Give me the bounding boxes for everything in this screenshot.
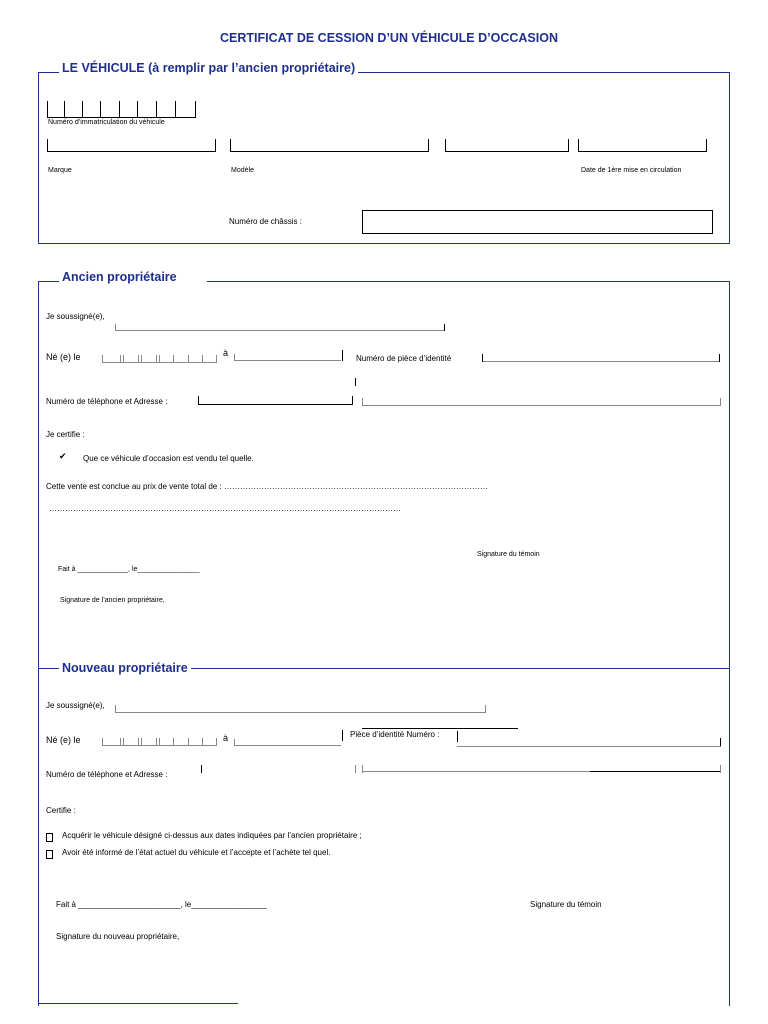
old-owner-heading: Ancien propriétaire [59, 270, 207, 284]
first-registration-label: Date de 1ère mise en circulation [581, 167, 682, 174]
old-certify-label: Je certifie : [46, 430, 85, 439]
sale-price-line[interactable]: Cette vente est conclue au prix de vente total de : ……………………………………………………………………………………… [46, 482, 488, 491]
new-owner-heading: Nouveau propriétaire [59, 661, 191, 675]
new-born-label: Né (e) le [46, 735, 81, 745]
new-id-number-label: Pièce d’identité Numéro : [350, 730, 440, 739]
model-label: Modèle [231, 167, 254, 174]
old-witness-signature: Signature du témoin [477, 551, 540, 558]
sale-price-continuation[interactable]: …………………………………………………………………………………………………………………… [49, 504, 401, 513]
new-phone-field[interactable] [201, 765, 202, 773]
vehicle-box-bottom [38, 243, 730, 244]
new-done-at[interactable]: Fait à _______________________, le_________________ [56, 900, 267, 909]
old-id-number-label: Numéro de pièce d’identité [356, 354, 452, 363]
old-at-label: à [223, 348, 229, 358]
registration-label: Numéro d’immatriculation du véhicule [48, 119, 165, 126]
checkbox-icon[interactable] [46, 833, 53, 842]
new-certify-item-2: Avoir été informé de l’état actuel du véhicule et l’accepte et l’achète tel quel. [62, 848, 331, 857]
old-phone-address-label: Numéro de téléphone et Adresse : [46, 397, 168, 406]
vehicle-box-right [729, 72, 730, 244]
new-phone-address-label: Numéro de téléphone et Adresse : [46, 770, 168, 779]
vehicle-heading: LE VÉHICULE (à remplir par l’ancien propriétaire) [59, 61, 358, 75]
new-owner-box-bottom [38, 1003, 238, 1004]
chassis-label: Numéro de châssis : [229, 217, 302, 226]
new-owner-box-left [38, 668, 39, 1006]
new-certify-item-1: Acquérir le véhicule désigné ci-dessus aux dates indiquées par l’ancien propriétaire ; [62, 831, 362, 840]
checkbox-icon[interactable] [46, 850, 53, 859]
new-witness-signature: Signature du témoin [530, 900, 602, 909]
old-tick-mark [355, 378, 356, 386]
new-certify-label: Certifie : [46, 806, 76, 815]
chassis-input[interactable] [362, 210, 713, 234]
new-id-top-line [362, 728, 518, 729]
new-at-label: à [223, 733, 229, 743]
document-title: CERTIFICAT DE CESSION D’UN VÉHICULE D’OCCASION [220, 31, 558, 45]
new-owner-box-right [729, 668, 730, 1006]
old-owner-box-right [729, 281, 730, 669]
check-mark-icon: ✔ [59, 451, 67, 461]
vehicle-box-left [38, 72, 39, 244]
brand-label: Marque [48, 167, 72, 174]
sold-as-is-text: Que ce véhicule d’occasion est vendu tel quelle. [83, 454, 254, 463]
old-done-at[interactable]: Fait à _____________, le________________ [58, 566, 200, 573]
new-owner-signature: Signature du nouveau propriétaire, [56, 932, 180, 941]
new-undersigned-label: Je soussigné(e), [46, 701, 105, 710]
old-born-label: Né (e) le [46, 352, 81, 362]
old-undersigned-label: Je soussigné(e), [46, 312, 105, 321]
old-owner-signature: Signature de l’ancien propriétaire, [60, 597, 165, 604]
old-owner-box-left [38, 281, 39, 669]
